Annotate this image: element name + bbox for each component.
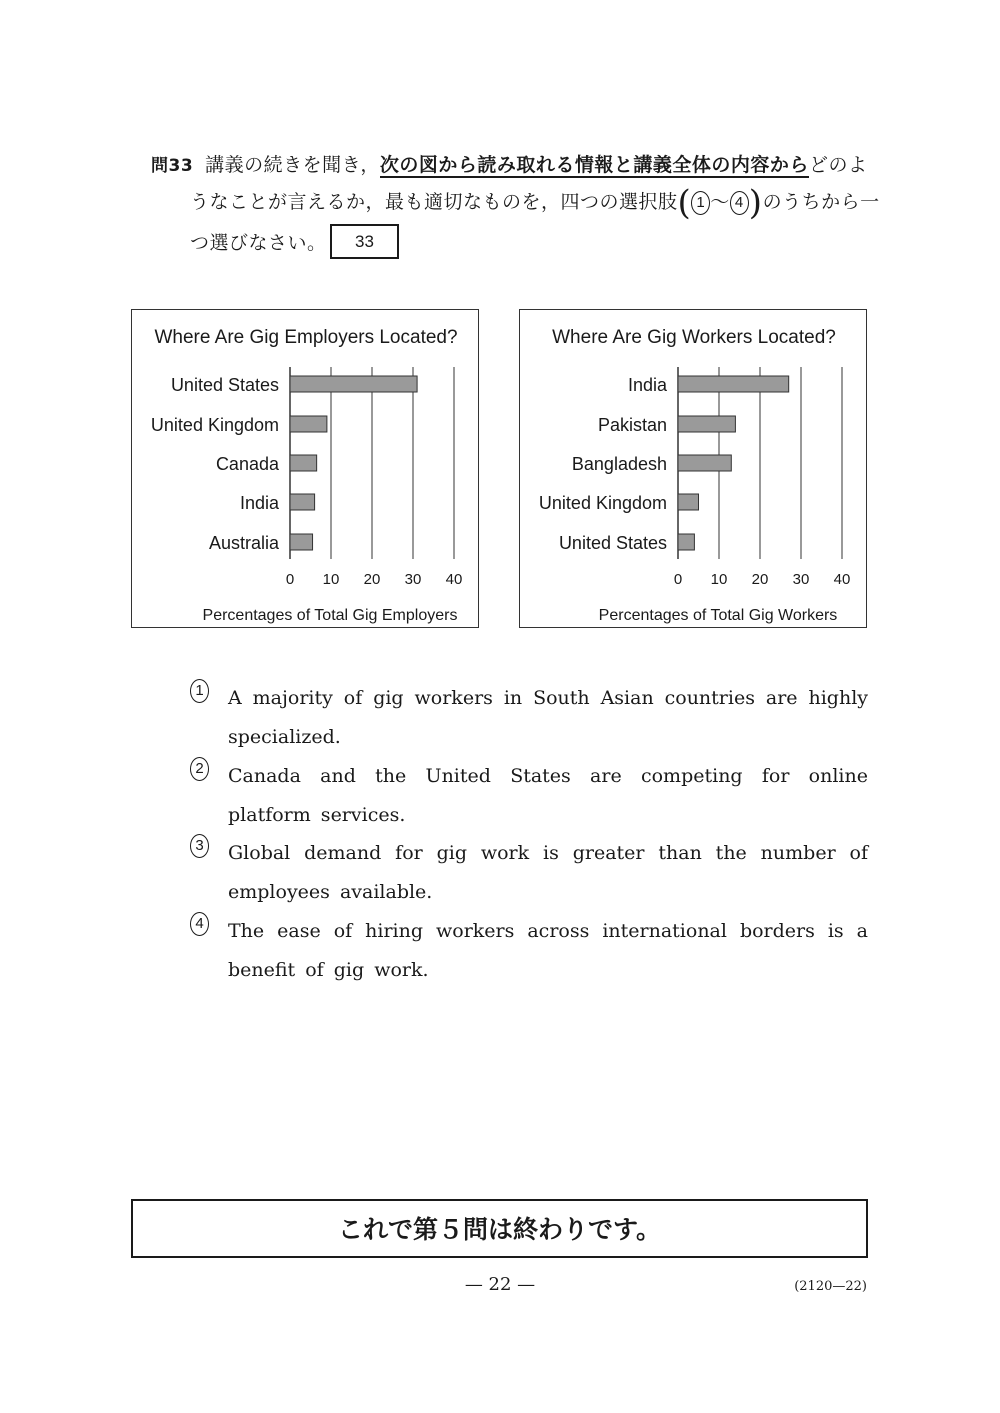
employers-chart-svg bbox=[132, 310, 480, 629]
bar bbox=[290, 494, 315, 510]
x-tick-label: 40 bbox=[445, 571, 463, 588]
option-3-text: Global demand for gig work is greater than the number of employees available. bbox=[228, 842, 868, 903]
employers-chart bbox=[131, 309, 479, 628]
page-number: — 22 — bbox=[464, 1274, 536, 1295]
bar bbox=[290, 534, 313, 550]
question-line-1 bbox=[151, 150, 867, 177]
option-range-end: 4 bbox=[730, 191, 749, 215]
x-tick-label: 20 bbox=[363, 571, 381, 588]
option-2-number: 2 bbox=[190, 757, 209, 781]
category-label: United Kingdom bbox=[538, 493, 667, 513]
bar bbox=[290, 376, 417, 392]
x-tick-label: 0 bbox=[285, 571, 295, 588]
option-1-text: A majority of gig workers in South Asian countries are highly specialized. bbox=[228, 687, 868, 748]
question-text-a: 講義の続きを聞き， bbox=[205, 154, 380, 176]
category-label: India bbox=[627, 375, 667, 395]
answer-box: 33 bbox=[330, 224, 399, 259]
bar bbox=[678, 494, 699, 510]
bar bbox=[290, 455, 317, 471]
option-4-text: The ease of hiring workers across international borders is a benefit of gig work. bbox=[228, 920, 868, 981]
end-of-section-banner: これで第５問は終わりです。 bbox=[131, 1199, 868, 1258]
category-label: Canada bbox=[215, 454, 279, 474]
option-4[interactable] bbox=[190, 912, 868, 990]
question-text-d: のうちから一 bbox=[762, 191, 880, 213]
option-3-number: 3 bbox=[190, 834, 209, 858]
option-3[interactable] bbox=[190, 834, 868, 912]
category-label: Bangladesh bbox=[571, 454, 667, 474]
x-axis-label: Percentages of Total Gig Employers bbox=[202, 607, 458, 624]
question-text-b: どのよ bbox=[808, 154, 868, 176]
category-label: Pakistan bbox=[597, 415, 667, 435]
question-number: 問33 bbox=[151, 156, 194, 176]
close-paren-icon: ) bbox=[748, 183, 763, 223]
open-paren-icon: ( bbox=[677, 183, 692, 223]
x-tick-label: 10 bbox=[710, 571, 728, 588]
workers-chart bbox=[519, 309, 867, 628]
question-text-e: つ選びなさい。 bbox=[190, 232, 327, 254]
x-tick-label: 10 bbox=[322, 571, 340, 588]
bar bbox=[290, 416, 327, 432]
category-label: United States bbox=[558, 533, 667, 553]
question-text-c: うなことが言えるか，最も適切なものを，四つの選択肢 bbox=[190, 191, 678, 213]
option-1-number: 1 bbox=[190, 679, 209, 703]
option-4-number: 4 bbox=[190, 912, 209, 936]
page-code: (2120—22) bbox=[794, 1279, 867, 1294]
x-tick-label: 0 bbox=[673, 571, 683, 588]
x-tick-label: 30 bbox=[404, 571, 422, 588]
chart-title: Where Are Gig Workers Located? bbox=[552, 327, 836, 348]
category-label: Australia bbox=[208, 533, 279, 553]
bar bbox=[678, 376, 789, 392]
option-2[interactable] bbox=[190, 757, 868, 835]
x-axis-label: Percentages of Total Gig Workers bbox=[598, 607, 838, 624]
x-tick-label: 40 bbox=[833, 571, 851, 588]
bar bbox=[678, 416, 735, 432]
workers-chart-svg bbox=[520, 310, 868, 629]
option-range-start: 1 bbox=[691, 191, 710, 215]
option-1[interactable] bbox=[190, 679, 868, 757]
question-line-2 bbox=[190, 183, 880, 223]
chart-title: Where Are Gig Employers Located? bbox=[154, 327, 458, 348]
category-label: India bbox=[239, 493, 279, 513]
category-label: United Kingdom bbox=[150, 415, 279, 435]
option-2-text: Canada and the United States are competing for online platform services. bbox=[228, 765, 868, 826]
x-tick-label: 30 bbox=[792, 571, 810, 588]
option-range-separator: ～ bbox=[710, 191, 730, 213]
category-label: United States bbox=[170, 375, 279, 395]
question-underlined-text: 次の図から読み取れる情報と講義全体の内容から bbox=[379, 154, 809, 176]
bar bbox=[678, 534, 694, 550]
x-tick-label: 20 bbox=[751, 571, 769, 588]
question-line-3 bbox=[190, 228, 327, 255]
bar bbox=[678, 455, 731, 471]
